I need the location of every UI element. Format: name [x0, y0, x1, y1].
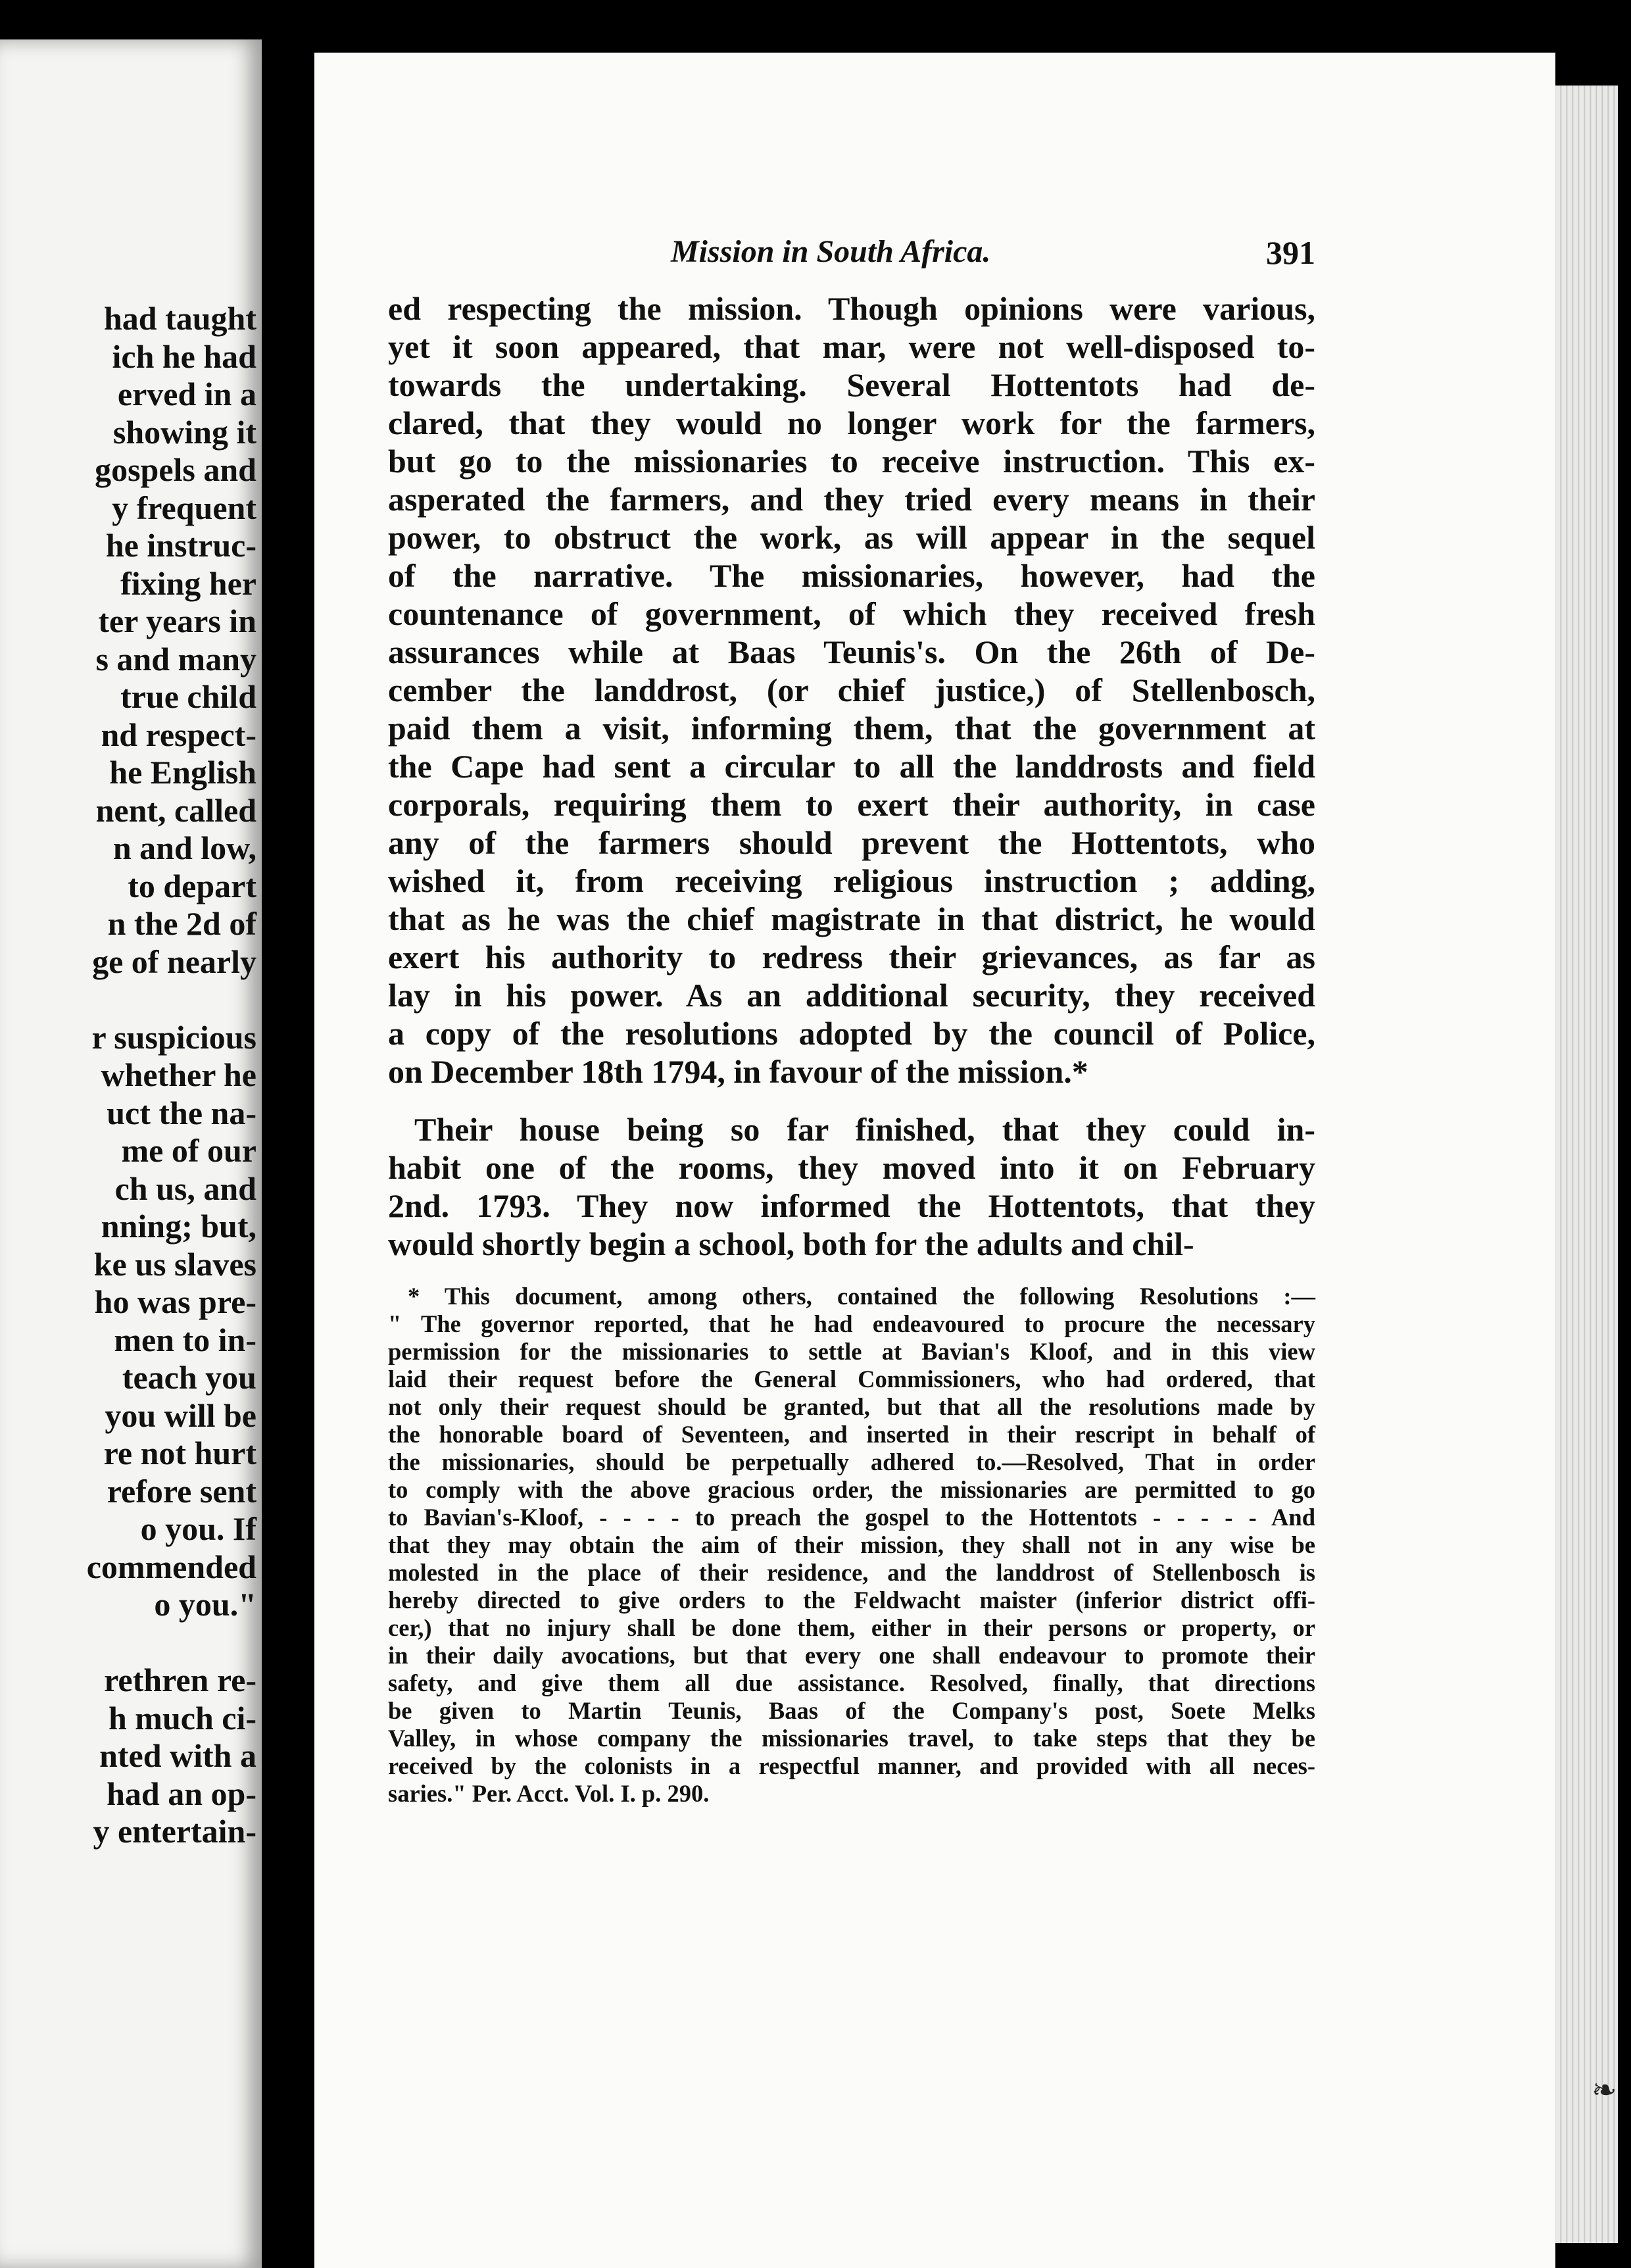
footnote-line: Valley, in whose company the missionaries travel, to take steps that they be [388, 1725, 1315, 1752]
paragraph-line: asperated the farmers, and they tried every means in their [388, 481, 1315, 518]
left-page-line: me of our [121, 1132, 256, 1169]
paragraph-line: assurances while at Baas Teunis's. On the 26th of De- [388, 633, 1315, 670]
scan-mark: ❧ [1592, 2073, 1617, 2107]
running-head: Mission in South Africa. [671, 234, 991, 269]
paragraph-line: power, to obstruct the work, as will appear in the sequel [388, 519, 1315, 556]
left-page-line: ge of nearly [92, 943, 256, 980]
footnote-line: permission for the missionaries to settle at Bavian's Kloof, and in this view [388, 1338, 1315, 1365]
footnote-line: the honorable board of Seventeen, and inserted in their rescript in behalf of [388, 1421, 1315, 1448]
left-page-line: r suspicious [91, 1018, 256, 1056]
footnote-line: laid their request before the General Commissioners, who had ordered, that [388, 1366, 1315, 1393]
paragraph-line: countenance of government, of which they received fresh [388, 595, 1315, 632]
left-page-line: rethren re- [104, 1662, 256, 1698]
footnote-line: not only their request should be granted, but that all the resolutions made by [388, 1393, 1315, 1420]
left-page-line: gospels and [95, 451, 256, 488]
left-page-line: n and low, [112, 829, 256, 866]
left-page-line: fixing her [120, 564, 256, 602]
footnote-line: to comply with the above gracious order, the missionaries are permitted to go [388, 1476, 1315, 1503]
left-page-fragment [0, 39, 262, 2268]
paragraph-line: any of the farmers should prevent the Hottentots, who [388, 824, 1315, 861]
book-gutter [262, 0, 314, 2268]
paragraph-line: exert his authority to redress their grievances, as far as [388, 939, 1315, 975]
left-page-line: you will be [105, 1396, 256, 1434]
left-page-line: ich he had [112, 337, 256, 375]
paragraph-line: paid them a visit, informing them, that the government at [388, 710, 1315, 747]
footnote-line: molested in the place of their residence, and the landdrost of Stellenbosch is [388, 1559, 1315, 1586]
left-page-line: n the 2d of [107, 905, 256, 942]
left-page-line: uct the na- [107, 1094, 256, 1131]
paragraph-line: that as he was the chief magistrate in that district, he would [388, 900, 1315, 937]
left-page-line: re not hurt [103, 1435, 256, 1471]
footnote-line: the missionaries, should be perpetually adhered to.—Resolved, That in order [388, 1448, 1315, 1475]
footnote-line: received by the colonists in a respectful manner, and provided with all neces- [388, 1752, 1315, 1779]
left-page-line: y frequent [112, 489, 256, 526]
left-page-line: o you." [154, 1586, 256, 1623]
paragraph-line: towards the undertaking. Several Hottentots had de- [388, 366, 1315, 403]
left-page-line: s and many [95, 640, 256, 678]
left-page-line: true child [120, 678, 256, 715]
left-page-line: he English [109, 754, 256, 791]
paragraph-line: on December 18th 1794, in favour of the mission.* [388, 1053, 1088, 1090]
left-page-line: ke us slaves [93, 1245, 256, 1283]
paragraph-line: clared, that they would no longer work for the farmers, [388, 405, 1315, 441]
paragraph-line: Their house being so far finished, that they could in- [414, 1111, 1315, 1148]
left-page-line: h much ci- [109, 1699, 256, 1737]
footnote-line: " The governor reported, that he had endeavoured to procure the necessary [388, 1310, 1315, 1337]
left-page-line: had an op- [107, 1775, 256, 1812]
page-header [658, 234, 1315, 280]
paragraph-line: cember the landdrost, (or chief justice,) of Stellenbosch, [388, 672, 1315, 708]
footnote-line: be given to Martin Teunis, Baas of the Company's post, Soete Melks [388, 1697, 1315, 1724]
left-page-line: showing it [112, 413, 256, 451]
left-page-line: ho was pre- [94, 1283, 256, 1320]
paragraph-line: would shortly begin a school, both for the adults and chil- [388, 1225, 1194, 1262]
footnote-line: * This document, among others, contained the following Resolutions :— [408, 1283, 1315, 1310]
paragraph-line: habit one of the rooms, they moved into it on February [388, 1149, 1315, 1186]
paragraph-line: corporals, requiring them to exert their authority, in case [388, 786, 1315, 823]
left-page-line: nd respect- [101, 716, 256, 753]
paragraph-line: but go to the missionaries to receive instruction. This ex- [388, 443, 1315, 480]
left-page-line: o you. If [140, 1510, 256, 1547]
paragraph-line: yet it soon appeared, that mar, were not well-disposed to- [388, 328, 1315, 365]
left-page-line: nent, called [95, 791, 256, 829]
paragraph-line: a copy of the resolutions adopted by the council of Police, [388, 1015, 1315, 1052]
paragraph-line: the Cape had sent a circular to all the landdrosts and field [388, 748, 1315, 785]
left-page-line: refore sent [107, 1472, 256, 1510]
left-page-line: had taught [103, 300, 256, 337]
footnote-line: cer,) that no injury shall be done them, either in their persons or property, or [388, 1614, 1315, 1641]
footnote-line: to Bavian's-Kloof, - - - - to preach the gospel to the Hottentots - - - - - And [388, 1504, 1315, 1531]
left-page-line: nted with a [99, 1737, 256, 1774]
left-page-line: to depart [128, 867, 256, 904]
paragraph-line: wished it, from receiving religious instruction ; adding, [388, 862, 1315, 899]
left-page-line: teach you [122, 1359, 256, 1396]
left-page-line: nning; but, [101, 1208, 256, 1245]
left-page-line: ch us, and [114, 1170, 256, 1207]
page-number: 391 [1266, 234, 1315, 271]
footnote-line: in their daily avocations, but that every one shall endeavour to promote their [388, 1642, 1315, 1669]
paragraph-line: ed respecting the mission. Though opinions were various, [388, 290, 1315, 327]
left-page-line: whether he [101, 1056, 256, 1093]
footnote-line: safety, and give them all due assistance. Resolved, finally, that directions [388, 1669, 1315, 1696]
footnote-line: hereby directed to give orders to the Feldwacht maister (inferior district offi- [388, 1587, 1315, 1614]
left-page-line: men to in- [114, 1321, 256, 1358]
paragraph-line: lay in his power. As an additional security, they received [388, 977, 1315, 1014]
left-page-line: y entertain- [93, 1813, 256, 1850]
left-page-line: erved in a [117, 376, 256, 412]
left-page-line: commended [86, 1548, 256, 1585]
paragraph-line: 2nd. 1793. They now informed the Hottentots, that they [388, 1187, 1315, 1224]
left-page-line: he instruc- [105, 527, 256, 564]
footnote-line: saries." Per. Acct. Vol. I. p. 290. [388, 1780, 710, 1807]
footnote-line: that they may obtain the aim of their mission, they shall not in any wise be [388, 1531, 1315, 1558]
paragraph-line: of the narrative. The missionaries, however, had the [388, 557, 1315, 594]
left-page-line: ter years in [98, 603, 256, 639]
